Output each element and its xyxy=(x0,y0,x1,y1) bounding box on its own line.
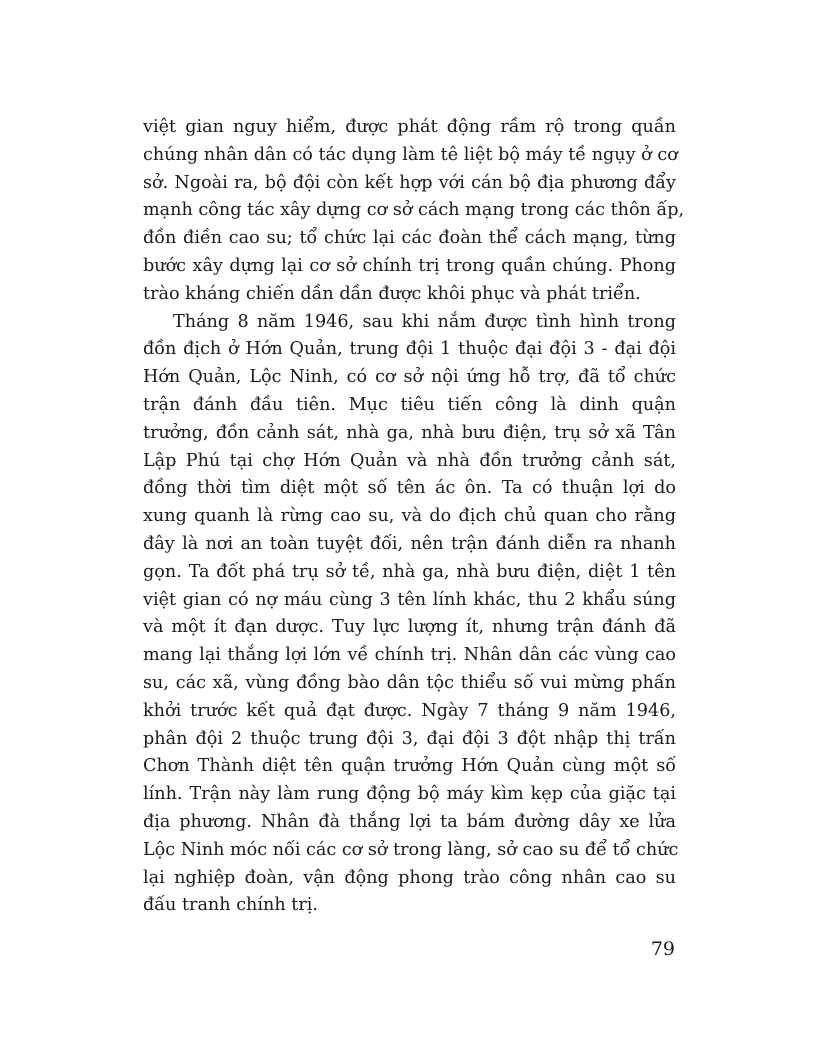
text-line: phân đội 2 thuộc trung đội 3, đại đội 3 đột nhập thị trấn xyxy=(143,728,676,749)
text-line: địa phương. Nhân đà thắng lợi ta bám đường dây xe lửa xyxy=(143,811,676,832)
page-number: 79 xyxy=(650,938,675,960)
text-line: Lập Phú tại chợ Hớn Quản và nhà đồn trưởng cảnh sát, xyxy=(143,450,676,471)
text-line: đồn địch ở Hớn Quản, trung đội 1 thuộc đại đội 3 - đại đội xyxy=(143,339,676,360)
text-line: khởi trước kết quả đạt được. Ngày 7 tháng 9 năm 1946, xyxy=(143,700,676,721)
text-line: sở. Ngoài ra, bộ đội còn kết hợp với cán bộ địa phương đẩy xyxy=(143,172,676,193)
text-line: đồng thời tìm diệt một số tên ác ôn. Ta có thuận lợi do xyxy=(143,478,676,499)
text-line: mang lại thắng lợi lớn về chính trị. Nhân dân các vùng cao xyxy=(143,645,676,666)
text-line: trào kháng chiến dần dần được khôi phục và phát triển. xyxy=(143,283,641,304)
paragraph xyxy=(143,114,685,309)
text-line: đấu tranh chính trị. xyxy=(143,895,318,916)
text-line: Hớn Quản, Lộc Ninh, có cơ sở nội ứng hỗ trợ, đã tổ chức xyxy=(143,367,676,388)
text-line: xung quanh là rừng cao su, và do địch chủ quan cho rằng xyxy=(143,506,676,527)
text-line: đồn điền cao su; tổ chức lại các đoàn thể cách mạng, từng xyxy=(143,228,676,249)
text-line: Tháng 8 năm 1946, sau khi nắm được tình hình trong xyxy=(173,311,676,332)
text-line: mạnh công tác xây dựng cơ sở cách mạng trong các thôn ấp, xyxy=(143,200,685,221)
text-line: lại nghiệp đoàn, vận động phong trào công nhân cao su xyxy=(143,867,676,888)
text-line: trưởng, đồn cảnh sát, nhà ga, nhà bưu điện, trụ sở xã Tân xyxy=(143,422,676,443)
text-line: Lộc Ninh móc nối các cơ sở trong làng, sở cao su để tổ chức xyxy=(143,839,679,860)
text-line: trận đánh đầu tiên. Mục tiêu tiến công là dinh quận xyxy=(143,394,676,415)
body-text xyxy=(143,114,685,920)
text-line: Chơn Thành diệt tên quận trưởng Hớn Quản cùng một số xyxy=(143,756,676,777)
text-line: việt gian nguy hiểm, được phát động rầm rộ trong quần xyxy=(143,117,676,137)
paragraph xyxy=(143,309,679,921)
text-line: lính. Trận này làm rung động bộ máy kìm kẹp của giặc tại xyxy=(143,784,676,805)
text-line: đây là nơi an toàn tuyệt đối, nên trận đánh diễn ra nhanh xyxy=(143,533,676,554)
text-line: việt gian có nợ máu cùng 3 tên lính khác, thu 2 khẩu súng xyxy=(143,589,676,610)
text-line: bước xây dựng lại cơ sở chính trị trong quần chúng. Phong xyxy=(143,255,676,276)
text-line: su, các xã, vùng đồng bào dân tộc thiểu số vui mừng phấn xyxy=(143,672,676,693)
text-line: chúng nhân dân có tác dụng làm tê liệt bộ máy tề ngụy ở cơ xyxy=(143,144,678,165)
text-line: gọn. Ta đốt phá trụ sở tề, nhà ga, nhà bưu điện, diệt 1 tên xyxy=(143,561,676,582)
text-line: và một ít đạn dược. Tuy lực lượng ít, nhưng trận đánh đã xyxy=(143,617,676,638)
